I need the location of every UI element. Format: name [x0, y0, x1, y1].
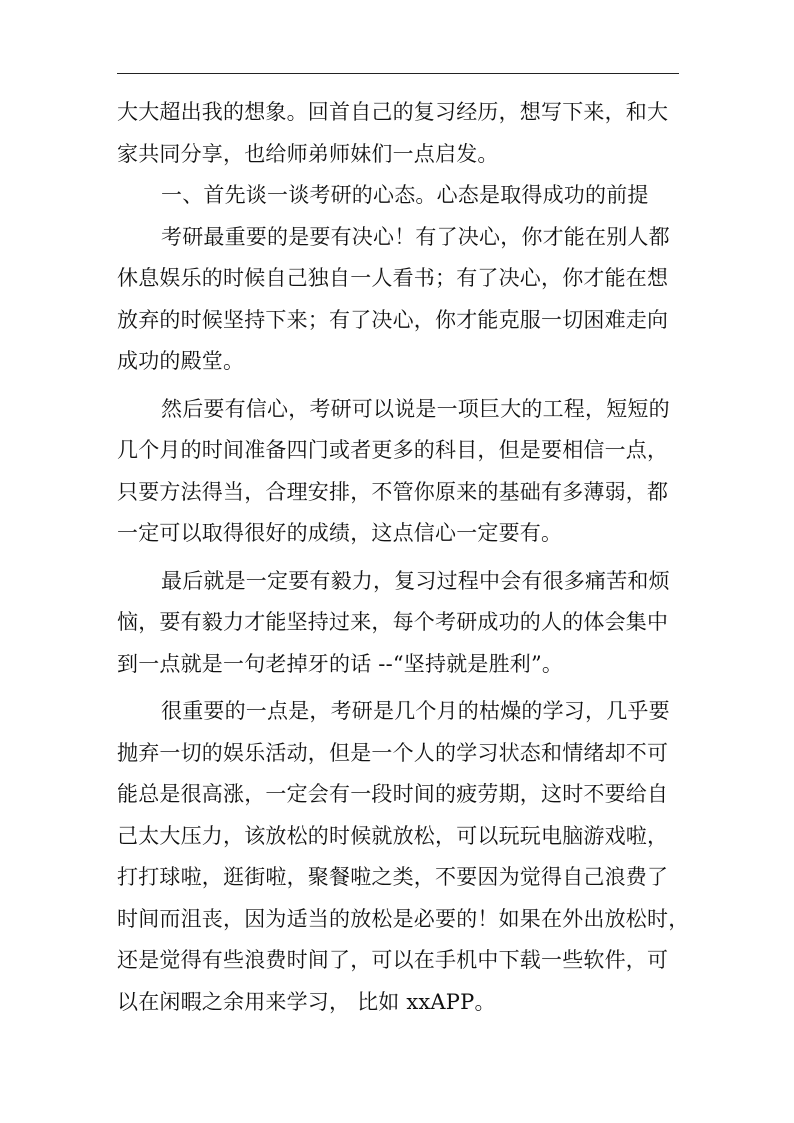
text-line: 考研最重要的是要有决心！有了决心，你才能在别人都: [161, 224, 670, 249]
text-line: 很重要的一点是，考研是几个月的枯燥的学习，几乎要: [161, 699, 670, 723]
text-line: 时间而沮丧，因为适当的放松是必要的！如果在外出放松时，: [117, 906, 690, 931]
text-line: 以在闲暇之余用来学习， 比如 xxAPP。: [117, 989, 496, 1014]
text-line: 放弃的时候坚持下来；有了决心，你才能克服一切困难走向: [117, 307, 669, 332]
text-line: 最后就是一定要有毅力，复习过程中会有很多痛苦和烦: [161, 568, 670, 593]
text-line: 大大超出我的想象。回首自己的复习经历，想写下来，和大: [117, 100, 669, 124]
text-line: 成功的殿堂。: [117, 349, 245, 373]
text-line: 休息娱乐的时候自己独自一人看书；有了决心，你才能在想: [117, 266, 669, 290]
text-line: 抛弃一切的娱乐活动，但是一个人的学习状态和情绪却不可: [117, 740, 669, 765]
section-heading: 一、首先谈一谈考研的心态。心态是取得成功的前提: [161, 183, 649, 207]
text-line: 然后要有信心，考研可以说是一项巨大的工程，短短的: [161, 396, 670, 421]
text-line: 能总是很高涨，一定会有一段时间的疲劳期，这时不要给自: [117, 782, 669, 806]
text-line: 还是觉得有些浪费时间了，可以在手机中下载一些软件，可: [117, 948, 669, 972]
text-line: 只要方法得当，合理安排，不管你原来的基础有多薄弱，都: [117, 479, 669, 504]
text-line: 己太大压力，该放松的时候就放松，可以玩玩电脑游戏啦，: [117, 823, 669, 848]
text-line: 打打球啦，逛街啦，聚餐啦之类，不要因为觉得自己浪费了: [117, 865, 669, 889]
text-line: 一定可以取得很好的成绩，这点信心一定要有。: [117, 521, 563, 545]
text-line: 几个月的时间准备四门或者更多的科目，但是要相信一点，: [117, 438, 669, 462]
document-body: [117, 92, 697, 1023]
text-line: 家共同分享，也给师弟师妹们一点启发。: [117, 141, 499, 166]
text-line: 到一点就是一句老掉牙的话 --“坚持就是胜利”。: [117, 651, 564, 676]
header-rule: [117, 73, 679, 74]
text-line: 恼，要有毅力才能坚持过来，每个考研成功的人的体会集中: [117, 610, 669, 634]
